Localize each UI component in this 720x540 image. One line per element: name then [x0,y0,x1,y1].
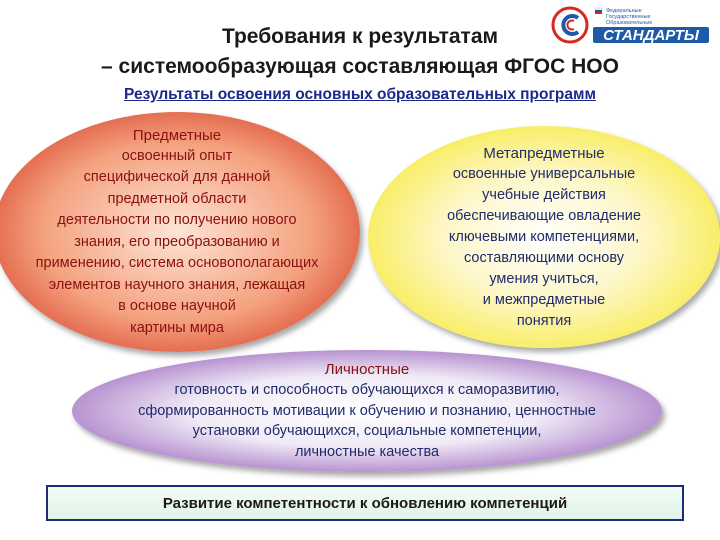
metasubject-line: учебные действия [482,186,606,203]
metasubject-line: понятия [516,312,572,329]
metasubject-line: и межпредметные [482,291,606,308]
metasubject-line: составляющими основу [464,249,624,266]
logo-graphic [549,3,715,47]
subject-heading: Предметные [132,126,222,144]
metasubject-results-ellipse [368,126,720,348]
metasubject-line: освоенные универсальные [452,165,636,182]
subject-line: применению, система основополагающих [35,255,319,272]
competence-development-box [46,485,684,521]
logo-caption-3: Образовательные [606,20,653,26]
subject-line: предметной области [107,190,247,207]
personal-line: готовность и способность обучающихся к саморазвитию, [174,382,560,398]
subject-line: знания, его преобразованию и [74,233,280,250]
title-line-1: Требования к результатам [221,25,499,48]
subject-line: специфической для данной [83,169,271,186]
personal-line: сформированность мотивации к обучению и познанию, ценностные [138,402,596,419]
personal-line: личностные качества [294,443,440,460]
personal-results-ellipse [72,350,662,472]
metasubject-heading: Метапредметные [483,144,605,162]
subject-line: освоенный опыт [121,147,233,164]
personal-heading: Личностные [324,361,410,378]
subject-line: в основе научной [118,298,236,315]
metasubject-line: обеспечивающие овладение [447,207,641,224]
subject-line: деятельности по получению нового [57,212,297,229]
metasubject-line: ключевыми компетенциями, [448,228,640,245]
subject-line: элементов научного знания, лежащая [48,276,306,293]
competence-development-text: Развитие компетентности к обновлению компетенций [162,494,568,512]
logo-caption-2: Государственные [606,14,651,20]
subject-line: картины мира [130,319,224,336]
logo-brand: СТАНДАРТЫ [603,27,699,44]
personal-line: установки обучающихся, социальные компетенции, [192,423,542,439]
metasubject-line: умения учиться, [489,270,599,287]
subject-results-ellipse [0,112,360,352]
logo-caption-1: Федеральные [606,8,642,14]
subtitle: Результаты освоения основных образовательных программ [124,86,596,103]
standards-logo [549,3,715,47]
title-line-2: – системообразующая составляющая ФГОС НОО [101,55,619,78]
